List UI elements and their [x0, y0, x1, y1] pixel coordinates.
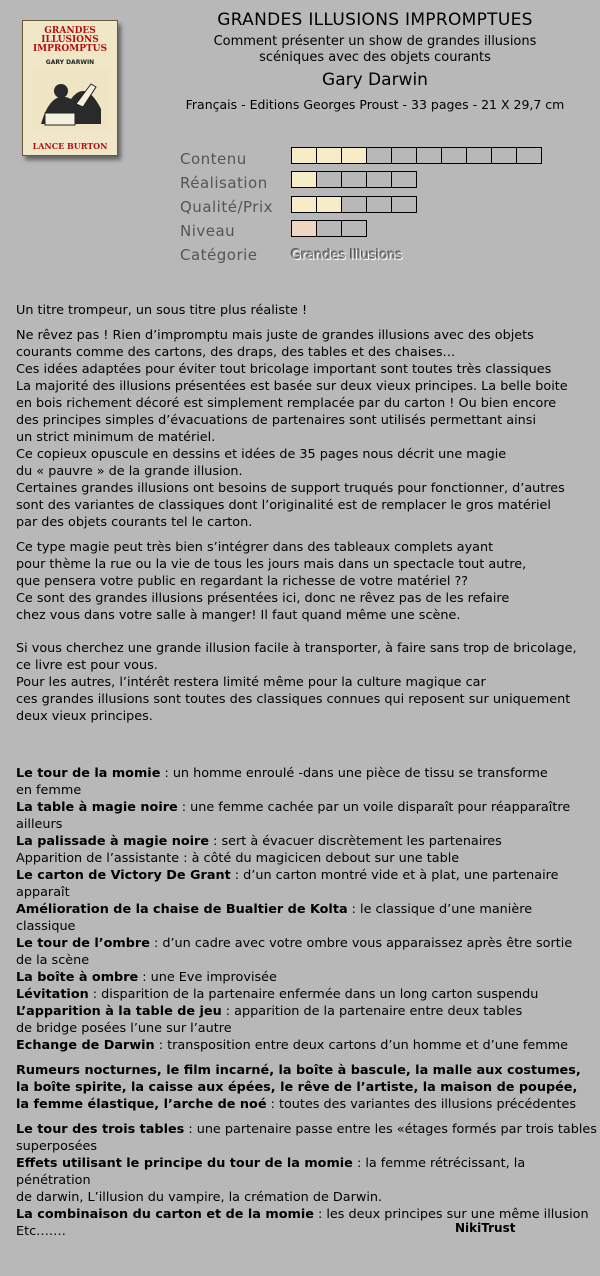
list-item: [16, 1155, 598, 1206]
illusion-name: Le tour des trois tables: [16, 1122, 185, 1137]
rating-cell: [316, 196, 342, 213]
text-line: par des objets courants tel le carton.: [16, 515, 253, 530]
list-item: [16, 1037, 598, 1054]
book-edition: Français - Editions Georges Proust - 33 pages - 21 X 29,7 cm: [185, 97, 565, 112]
list-item: [16, 799, 598, 833]
illusion-desc: : disparition de la partenaire enfermée dans un long carton suspendu: [88, 987, 539, 1002]
list-item: [16, 850, 598, 867]
rating-cell: [391, 196, 417, 213]
text-line: courants comme des cartons, des draps, des tables et des chaises…: [16, 345, 456, 360]
subtitle-line-2: scéniques avec des objets courants: [259, 50, 491, 65]
review-intro: Un titre trompeur, un sous titre plus réaliste !: [16, 303, 308, 318]
rumeurs-desc: : toutes des variantes des illusions précédentes: [266, 1097, 577, 1112]
illusion-desc: : la femme rétrécissant, la pénétration: [16, 1156, 526, 1188]
book-title: GRANDES ILLUSIONS IMPROMPTUES: [217, 10, 533, 30]
text-line: que pensera votre public en regardant la richesse de votre matériel ??: [16, 574, 469, 589]
rating-cell: [291, 171, 317, 188]
rating-cell: [416, 147, 442, 164]
rating-cell: [291, 220, 317, 237]
illusion-desc-cont: Etc…….: [16, 1224, 66, 1239]
list-item: [16, 986, 598, 1003]
illusion-desc: : sert à évacuer discrètement les partenaires: [209, 834, 502, 849]
rating-bar-realisation: [291, 171, 416, 188]
book-subtitle: [170, 34, 580, 66]
text-line: chez vous dans votre salle à manger! Il faut quand même une scène.: [16, 608, 461, 623]
list-item: [16, 901, 598, 935]
subtitle-line-1: Comment présenter un show de grandes illusions: [213, 34, 537, 49]
illusion-name: La boîte à ombre: [16, 970, 139, 985]
illusion-name: La combinaison du carton et de la momie: [16, 1207, 314, 1222]
illusion-desc-cont: superposées: [16, 1139, 98, 1154]
cover-title: GRANDES ILLUSIONS IMPROMPTUS: [32, 26, 108, 54]
rumeurs-line-1: Rumeurs nocturnes, le film incarné, la boîte à bascule, la malle aux costumes,: [16, 1063, 581, 1078]
rating-label-realisation: Réalisation: [180, 174, 268, 192]
illusion-desc: : transposition entre deux cartons d’un homme et d’une femme: [154, 1038, 569, 1053]
list-item: [16, 867, 598, 901]
illusion-desc-cont: de bridge posées l’une sur l’autre: [16, 1021, 232, 1036]
book-header: [170, 10, 580, 112]
text-line: ce livre est pour vous.: [16, 658, 158, 673]
rating-cell: [341, 220, 367, 237]
illusion-name: L’apparition à la table de jeu: [16, 1004, 222, 1019]
rating-cell: [341, 196, 367, 213]
cover-footer: LANCE BURTON: [32, 141, 108, 151]
illusion-desc: : une partenaire passe entre les «étages formés par trois tables: [184, 1122, 597, 1137]
illusion-desc-cont: en femme: [16, 783, 82, 798]
review-paragraph-2: [16, 539, 598, 624]
illusion-desc: : apparition de la partenaire entre deux tables: [221, 1004, 523, 1019]
rating-cell: [366, 171, 392, 188]
text-line: Pour les autres, l’intérêt restera limité même pour la culture magique car: [16, 675, 486, 690]
rating-cell: [366, 147, 392, 164]
rating-cell: [341, 147, 367, 164]
illusion-name: Le tour de la momie: [16, 766, 161, 781]
list-item: [16, 1003, 598, 1037]
text-line: ces grandes illusions sont toutes des classiques connues qui reposent sur uniquement: [16, 692, 571, 707]
illusion-desc: : d’un carton montré vide et à plat, une partenaire: [230, 868, 559, 883]
text-line: en bois richement décoré est simplement remplacée par du carton ! Ou bien encore: [16, 396, 557, 411]
text-line: Ces idées adaptées pour éviter tout bricolage important sont toutes très classiques: [16, 362, 552, 377]
rating-cell: [391, 147, 417, 164]
illusion-desc: : les deux principes sur une même illusion: [313, 1207, 589, 1222]
illusion-name: Echange de Darwin: [16, 1038, 155, 1053]
illusion-desc: : d’un cadre avec votre ombre vous apparaissez après être sortie: [149, 936, 573, 951]
list-item: [16, 833, 598, 850]
rumeurs-line-2: la boîte spirite, la caisse aux épées, le rêve de l’artiste, la maison de poupée,: [16, 1080, 578, 1095]
cover-illustration: [31, 69, 109, 131]
illusion-name: Le carton de Victory De Grant: [16, 868, 231, 883]
illusion-desc: : une Eve improvisée: [138, 970, 277, 985]
text-line: Ce copieux opuscule en dessins et idées de 35 pages nous décrit une magie: [16, 447, 507, 462]
illusion-name: Le tour de l’ombre: [16, 936, 150, 951]
illusion-desc-cont: classique: [16, 919, 76, 934]
list-item: [16, 935, 598, 969]
rating-cell: [316, 220, 342, 237]
text-line: Si vous cherchez une grande illusion facile à transporter, à faire sans trop de bricolage,: [16, 641, 577, 656]
book-cover-image: [22, 20, 118, 156]
rating-label-contenu: Contenu: [180, 150, 247, 168]
rumeurs-line-3: la femme élastique, l’arche de noé: [16, 1097, 267, 1112]
contents-rumeurs: [16, 1062, 598, 1113]
illusion-desc: Apparition de l’assistante : à côté du magicicen debout sur une table: [16, 851, 460, 866]
text-line: des principes simples d’évacuations de partenaires sont utilisés permettant ainsi: [16, 413, 537, 428]
rating-cell: [391, 171, 417, 188]
rating-label-categorie: Catégorie: [180, 246, 258, 264]
rating-cell: [466, 147, 492, 164]
rating-label-qualite: Qualité/Prix: [180, 198, 273, 216]
rating-cell: [516, 147, 542, 164]
text-line: deux vieux principes.: [16, 709, 153, 724]
illusion-desc: : un homme enroulé -dans une pièce de tissu se transforme: [160, 766, 548, 781]
rating-cell: [316, 171, 342, 188]
text-line: sont des variantes de classiques dont l’originalité est de remplacer le gros matériel: [16, 498, 551, 513]
review-paragraph-3: [16, 640, 598, 725]
text-line: Ne rêvez pas ! Rien d’impromptu mais juste de grandes illusions avec des objets: [16, 328, 534, 343]
illusion-desc-cont: de la scène: [16, 953, 90, 968]
rating-cell: [441, 147, 467, 164]
text-line: Certaines grandes illusions ont besoins de support truqués pour fonctionner, d’autres: [16, 481, 565, 496]
rating-cell: [341, 171, 367, 188]
book-author: Gary Darwin: [322, 70, 428, 90]
list-item: [16, 1121, 598, 1155]
illusion-desc-cont: apparaît: [16, 885, 70, 900]
review-signature: NikiTrust: [455, 1221, 516, 1235]
illusion-desc: : le classique d’une manière: [347, 902, 533, 917]
illusion-name: Amélioration de la chaise de Bualtier de Kolta: [16, 902, 348, 917]
rating-bar-contenu: [291, 147, 541, 164]
rating-cell: [366, 196, 392, 213]
rating-cell: [291, 196, 317, 213]
review-body: [16, 302, 598, 1240]
text-line: Ce type magie peut très bien s’intégrer dans des tableaux complets ayant: [16, 540, 494, 555]
rating-bar-niveau: [291, 220, 366, 237]
illusion-name: La palissade à magie noire: [16, 834, 209, 849]
cover-author: GARY DARWIN: [45, 59, 95, 66]
contents-list-1: [16, 765, 598, 1054]
text-line: pour thème la rue ou la vie de tous les jours mais dans un spectacle tout autre,: [16, 557, 527, 572]
text-line: un strict minimum de matériel.: [16, 430, 216, 445]
rating-label-niveau: Niveau: [180, 222, 236, 240]
list-item: [16, 969, 598, 986]
rating-cell: [316, 147, 342, 164]
category-value: Grandes Illusions: [291, 248, 403, 263]
illusion-desc-cont: de darwin, L’illusion du vampire, la crémation de Darwin.: [16, 1190, 383, 1205]
illusion-name: La table à magie noire: [16, 800, 178, 815]
illusion-name: Effets utilisant le principe du tour de la momie: [16, 1156, 353, 1171]
text-line: du « pauvre » de la grande illusion.: [16, 464, 243, 479]
rating-bar-qualite: [291, 196, 416, 213]
illusion-desc: : une femme cachée par un voile disparaît pour réapparaître: [177, 800, 571, 815]
rating-cell: [491, 147, 517, 164]
illusion-desc-cont: ailleurs: [16, 817, 63, 832]
rating-cell: [291, 147, 317, 164]
text-line: La majorité des illusions présentées est basée sur deux vieux principes. La belle boite: [16, 379, 568, 394]
illusion-name: Lévitation: [16, 987, 89, 1002]
review-paragraph-1: [16, 327, 598, 531]
text-line: Ce sont des grandes illusions présentées ici, donc ne rêvez pas de les refaire: [16, 591, 510, 606]
list-item: [16, 765, 598, 799]
